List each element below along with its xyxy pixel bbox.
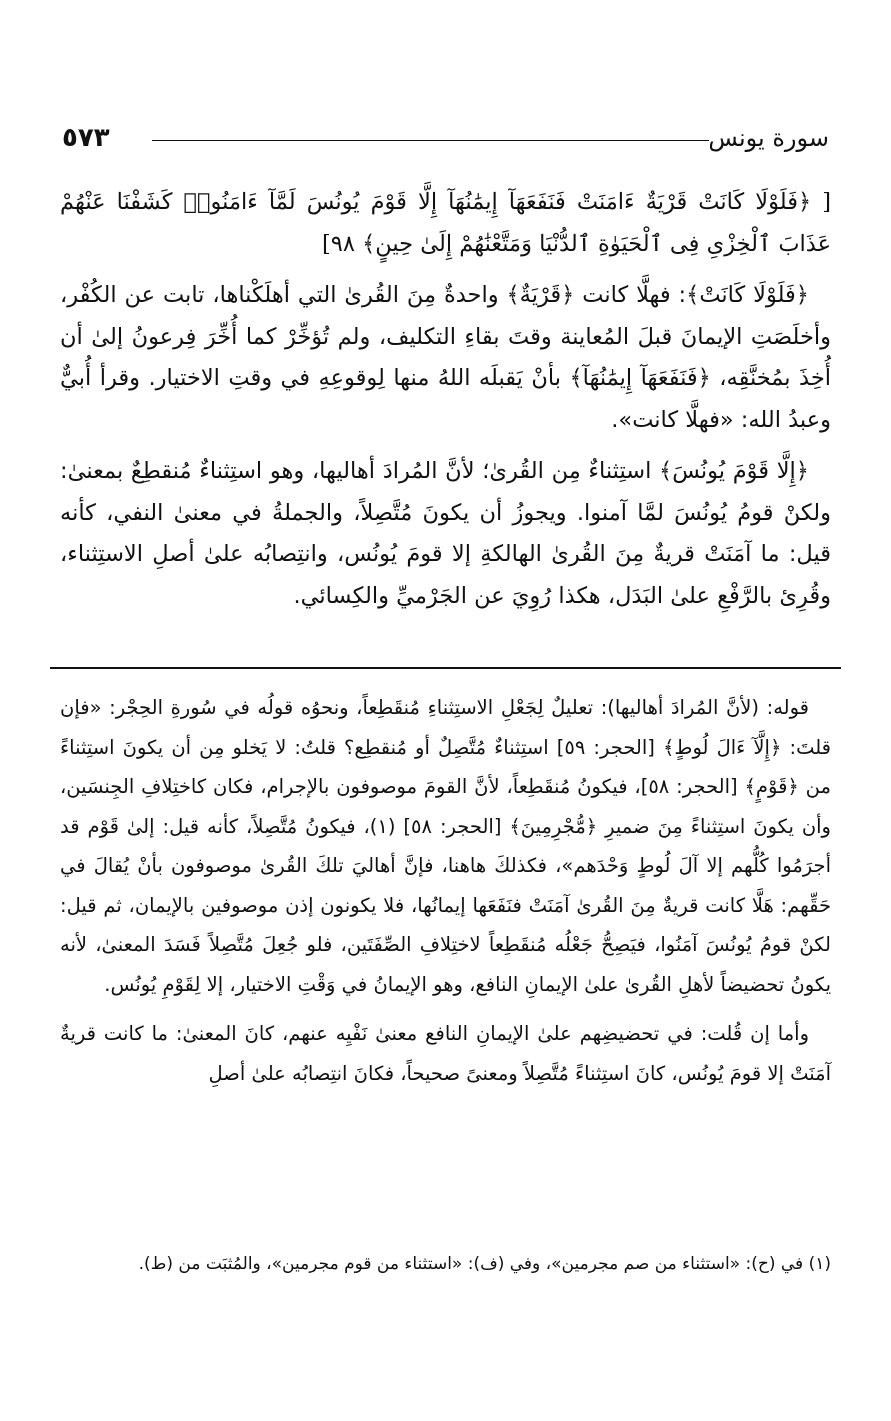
header-rule (152, 140, 709, 141)
commentary-paragraph-2: وأما إن قُلت: في تحضيضِهم علىٰ الإيمانِ النافع معنىٰ نَفْيِه عنهم، كانَ المعنىٰ: ما كانت قريةٌ آمَنَتْ إلا قومَ يُونُس، كانَ استِثناءً مُتَّصِلاً ومعنىً صحيحاً، فكانَ انتِصابُه علىٰ أصلِ (60, 1022, 831, 1085)
section-divider (50, 667, 841, 669)
commentary (60, 688, 831, 1103)
tafsir-paragraph-2: ﴿إِلَّا قَوْمَ يُونُسَ﴾ استِثناءٌ مِن القُرىٰ؛ لأنَّ المُرادَ أهاليها، وهو استِثناءٌ مُنقطِعٌ بمعنىٰ: ولكنْ قومُ يُونُسَ لمَّا آمنوا. ويجوزُ أن يكونَ مُتَّصِلاً، والجملةُ في معنىٰ النفي، كأنه قيل: ما آمَنَتْ قريةٌ مِنَ القُرىٰ الهالكةِ إلا قومَ يُونُس، وانتِصابُه علىٰ أصلِ الاستِثناء، وقُرِئ بالرَّفْعِ علىٰ البَدَل، هكذا رُوِيَ عن الجَرْميِّ والكِسائي. (60, 458, 831, 609)
surah-title: سورة يونس (708, 124, 829, 152)
main-text (60, 182, 831, 627)
footnote: (١) في (ح): «استثناء من صم مجرمين»، وفي (ف): «استثناء من قوم مجرمين»، والمُثبَت من (ط). (138, 1254, 831, 1274)
page-number: ٥٧٣ (62, 123, 110, 153)
quran-verse: [ ﴿فَلَوْلَا كَانَتْ قَرْيَةٌ ءَامَنَتْ فَنَفَعَهَآ إِيمَٰنُهَآ إِلَّا قَوْمَ يُونُسَ لَمَّآ ءَامَنُوا۟ كَشَفْنَا عَنْهُمْ عَذَابَ ٱلْخِزْىِ فِى ٱلْحَيَوٰةِ ٱلدُّنْيَا وَمَتَّعْنَٰهُمْ إِلَىٰ حِينٍ﴾ ٩٨] (60, 189, 831, 257)
page-header (62, 118, 829, 168)
tafsir-paragraph-1: ﴿فَلَوْلَا كَانَتْ﴾: فهلَّا كانت ﴿قَرْيَةٌ﴾ واحدةٌ مِنَ القُرىٰ التي أهلَكْناها، تابت عن الكُفْر، وأخلَصَتِ الإيمانَ قبلَ المُعاينة وقتَ بقاءِ التكليف، ولم تُؤخِّرْ كما أُخِّرَ فِرعونُ إلىٰ أن أُخِذَ بمُخنَّقِه، ﴿فَنَفَعَهَآ إِيمَٰنُهَآ﴾ بأنْ يَقبلَه اللهُ منها لِوقوعِهِ في وقتِ الاختيار. وقرأ أُبيٌّ وعبدُ الله: «فهلَّا كانت». (60, 282, 831, 433)
commentary-paragraph-1: قوله: (لأنَّ المُرادَ أهاليها): تعليلٌ لِجَعْلِ الاستِثناءِ مُنقَطِعاً، ونحوُه قولُه في سُورةِ الحِجْر: «فإن قلتَ: ﴿إِلَّآ ءَالَ لُوطٍ﴾ [الحجر: ٥٩] استِثناءٌ مُتَّصِلٌ أو مُنقطِع؟ قلتُ: لا يَخلو مِن أن يكونَ استِثناءً من ﴿قَوْمٍ﴾ [الحجر: ٥٨]، فيكونُ مُنقَطِعاً، لأنَّ القومَ موصوفون بالإجرام، فكان كاختِلافِ الجِنسَين، وأن يكونَ استِثناءً مِنَ ضميرِ ﴿مُّجْرِمِينَ﴾ [الحجر: ٥٨] (١)، فيكونُ مُتَّصِلاً، كأنه قيل: إلىٰ قَوْم قد أجرَمُوا كُلُّهم إلا آلَ لُوطٍ وَحْدَهم»، فكذلكَ هاهنا، فإنَّ أهاليَ تلكَ القُرىٰ موصوفون بأنْ يُقالَ في حَقِّهم: هَلَّا كانت قريةٌ مِنَ القُرىٰ آمَنَتْ فنَفَعَها إيمانُها، فلا يكونون إذن موصوفين بالإيمان، ثم قيل: لكنْ قومُ يُونُسَ آمَنُوا، فيَصِحُّ جَعْلُه مُنقَطِعاً لاختِلافِ الصِّفَتَين، فلو جُعِلَ مُتَّصِلاً فَسَدَ المعنىٰ، لأنه يكونُ تحضيضاً لأهلِ القُرىٰ علىٰ الإيمانِ النافع، وهو الإيمانُ في وَقْتِ الاختيار، إلا لِقَوْمِ يُونُس. (60, 696, 832, 996)
